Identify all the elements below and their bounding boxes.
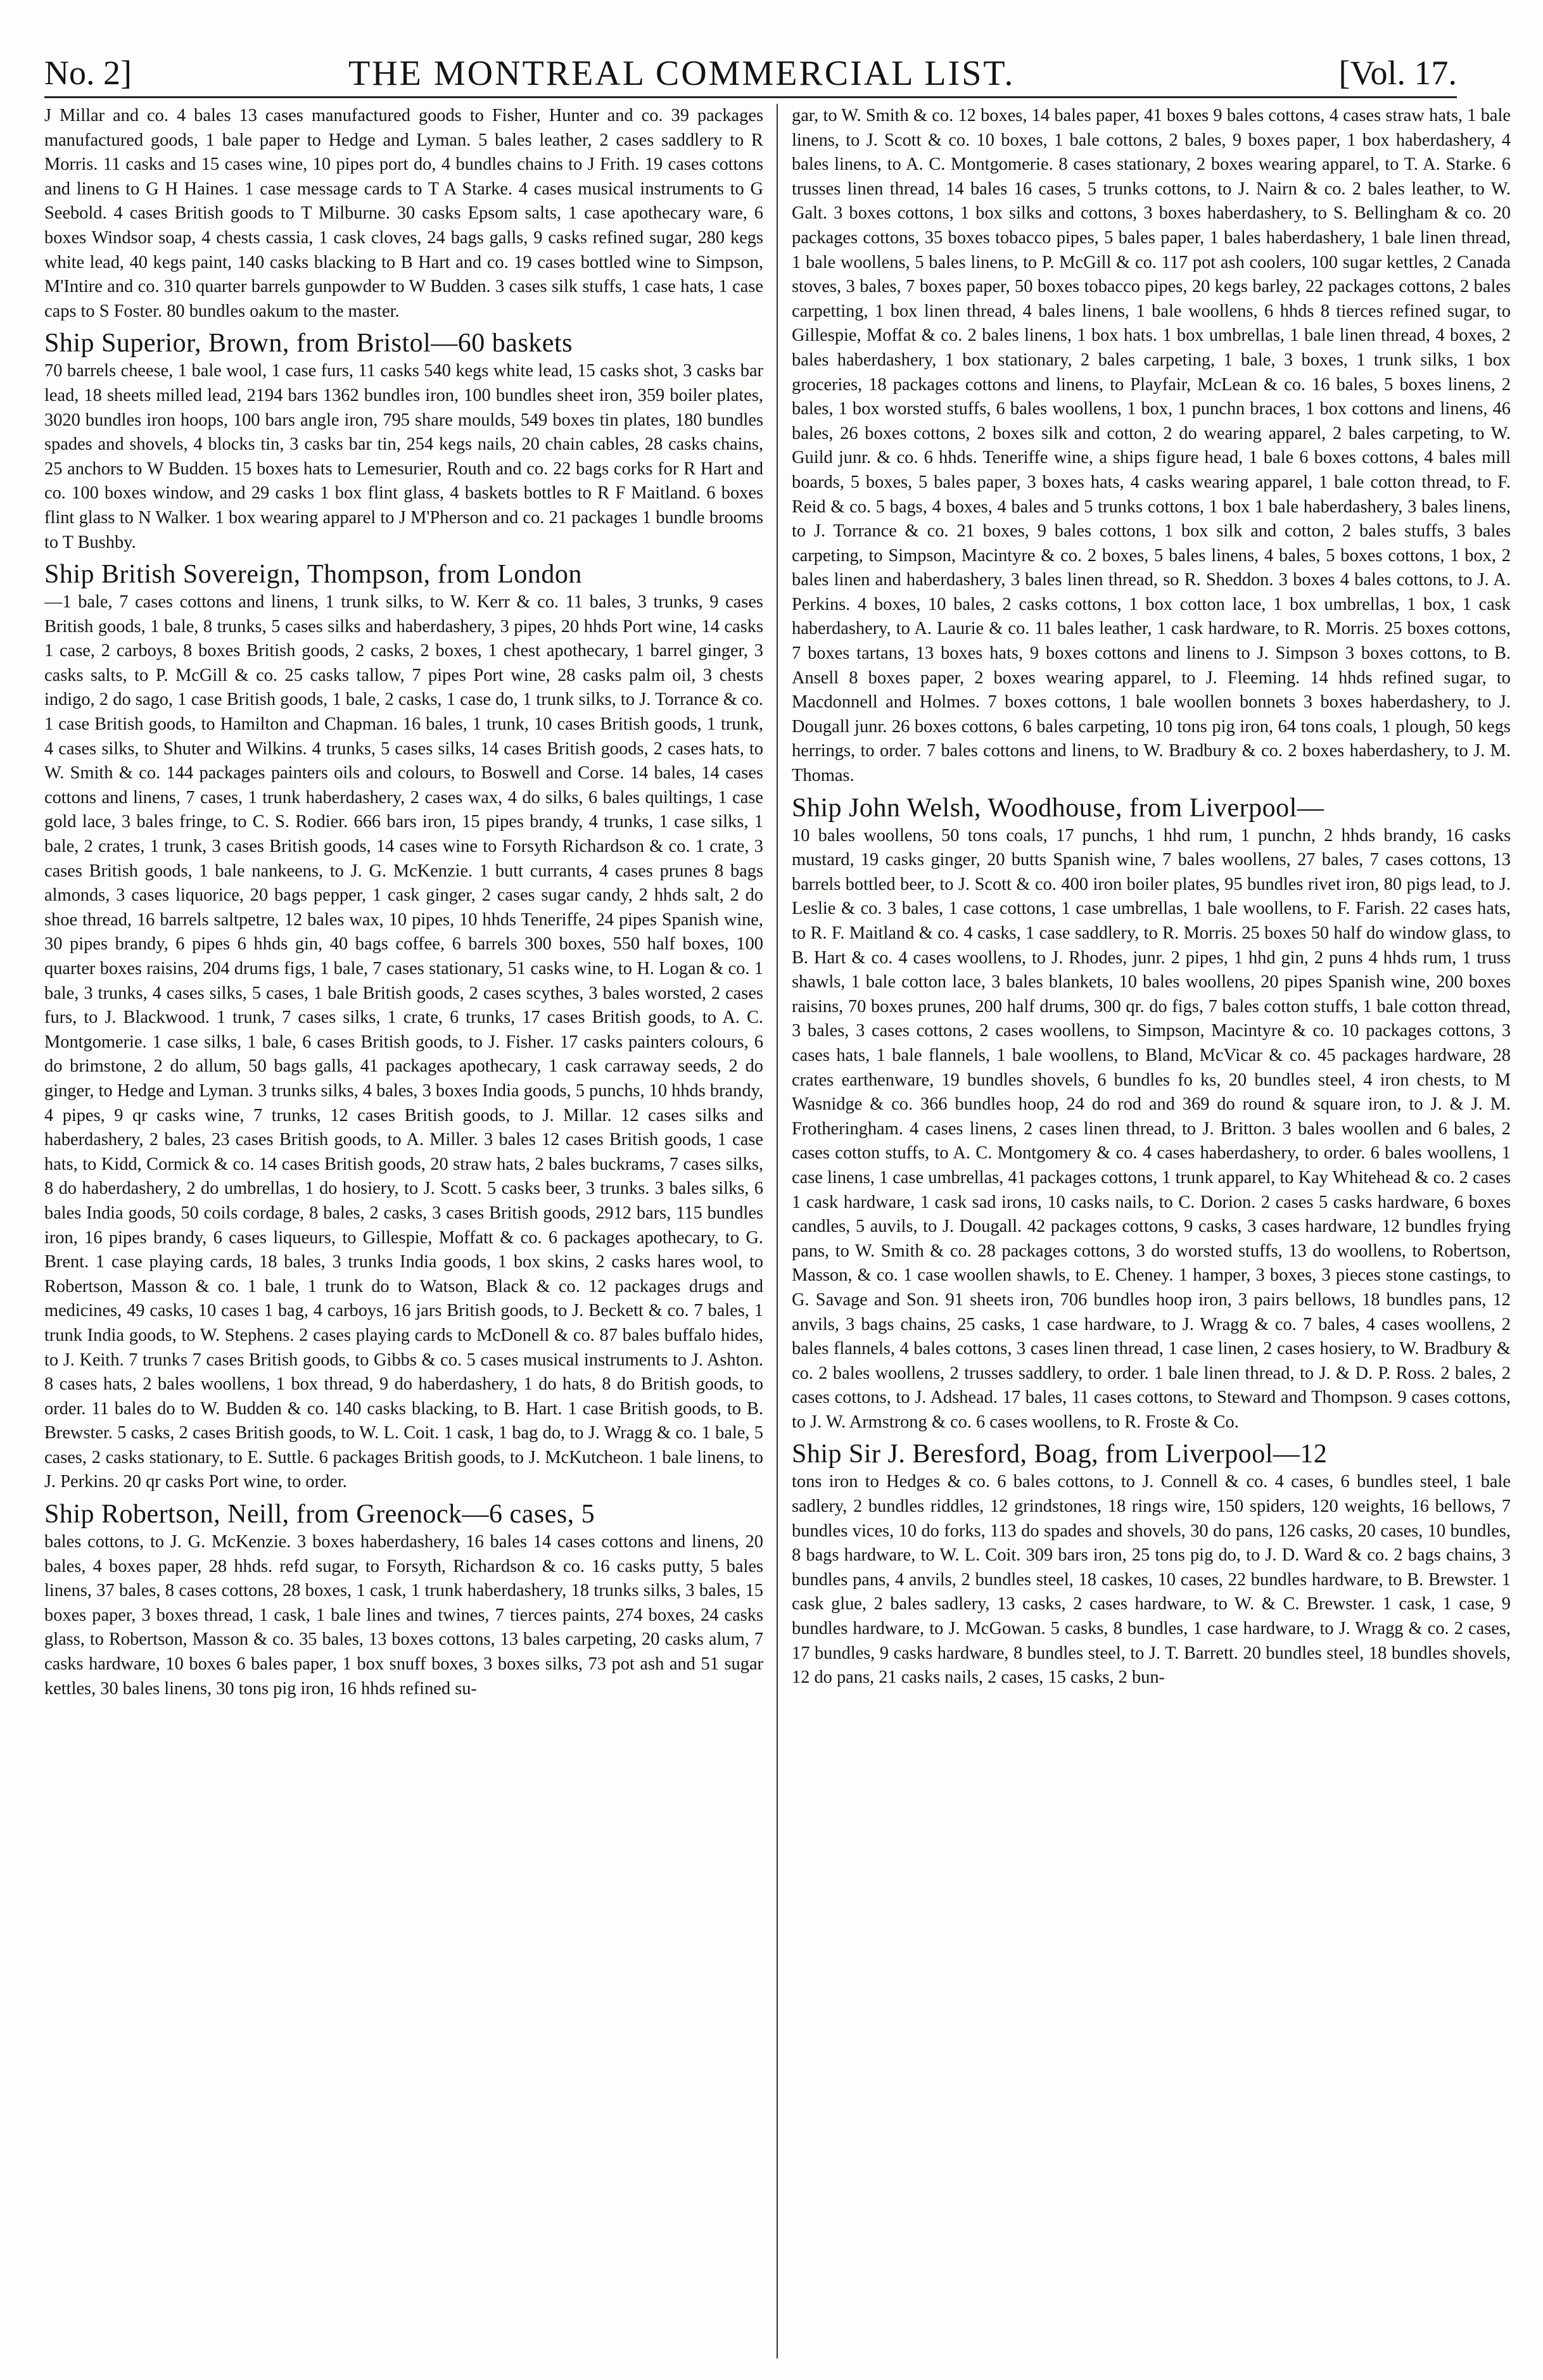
cargo-listing: 10 bales woollens, 50 tons coals, 17 punchs, 1 hhd rum, 1 punchn, 2 hhds brandy, 16 casks mustard, 19 casks ginger, 20 butts Spanish wine, 7 bales woollens, 27 bales, 7 cases cottons, 13 barrels bottled beer, to J. Scott & co. 400 iron boiler plates, 95 bundles rivet iron, 80 pigs lead, to J. Leslie & co. 3 bales, 1 case cottons, 1 case umbrellas, 1 bale woollens, to F. Farish. 22 cases hats, to R. F. Maitland & co. 4 casks, 1 case saddlery, to R. Morris. 25 boxes 50 half do window glass, to B. Hart & co. 4 cases woollens, to J. Rhodes, junr. 2 pipes, 1 hhd gin, 2 puns 4 hhds rum, 1 truss shawls, 1 bale cotton lace, 3 bales blankets, 10 bales woollens, 20 pipes Spanish wine, 200 boxes raisins, 70 boxes prunes, 200 half drums, 300 qr. do figs, 7 bales cotton stuffs, 1 bale cotton thread, 3 bales, 3 cases cottons, 2 cases woollens, to Simpson, Macintyre & co. 10 packages cottons, 3 cases hats, 1 bale flannels, 1 bale woollens, to Bland, McVicar & co. 45 packages hardware, 28 crates earthenware, 19 bundles shovels, 6 bundles fo ks, 20 bundles steel, 4 iron chests, to M Wasnidge & co. 366 bundles hoop, 24 do rod and 369 do round & square iron, to J. & J. M. Frotheringham. 4 cases linens, 2 cases linen thread, to J. Britton. 3 bales woollen and 6 bales, 2 cases cotton stuffs, to A. C. Montgomery & co. 4 cases haberdashery, to order. 6 bales woollens, 1 case linens, 1 case umbrellas, 41 packages cottons, 1 trunk apparel, to Kay Whitehead & co. 2 cases 1 cask hardware, 1 cask sad irons, 10 casks nails, to C. Dorion. 2 cases 5 casks hardware, 6 boxes candles, 5 auvils, to J. Dougall. 42 packages cottons, 9 casks, 3 cases hardware, 12 bundles frying pans, to W. Smith & co. 28 packages cottons, 3 do worsted stuffs, 13 do woollens, to Robertson, Masson, & co. 1 case woollen shawls, to E. Cheney. 1 hamper, 3 boxes, 3 pieces stone castings, to G. Savage and Son. 91 sheets iron, 706 bundles hoop iron, 3 pairs bellows, 18 bundles pans, 12 anvils, 3 bags chains, 25 casks, 1 case hardware, to J. Wragg & co. 7 bales, 4 cases woollens, 2 bales flannels, 4 bales cottons, 3 cases linen thread, 1 case linen, 2 cases hosiery, to W. Bradbury & co. 2 bales woollens, 2 trusses saddlery, to order. 1 bale linen thread, to J. & D. P. Ross. 2 bales, 2 cases cottons, to J. Adshead. 17 bales, 11 cases cottons, to Steward and Thompson. 9 cases cottons, to J. W. Armstrong & co. 6 cases woollens, to R. Froste & Co. — [792, 825, 1511, 1432]
right-column — [792, 104, 1511, 2358]
cargo-listing: J Millar and co. 4 bales 13 cases manufactured goods to Fisher, Hunter and co. 39 packages manufactured goods, 1 bale paper to Hedge and Lyman. 5 bales leather, 2 cases saddlery to R Morris. 11 casks and 15 cases wine, 10 pipes port do, 4 bundles chains to J Frith. 19 cases cottons and linens to G H Haines. 1 case message cards to T A Starke. 4 cases musical instruments to G Seebold. 4 cases British goods to T Milburne. 30 casks Epsom salts, 1 case apothecary ware, 6 boxes Windsor soap, 4 chests cassia, 1 cask cloves, 24 bags galls, 9 casks refined sugar, 280 kegs white lead, 40 kegs paint, 140 casks blacking to B Hart and co. 19 cases bottled wine to Simpson, M'Intire and co. 310 quarter barrels gunpowder to W Budden. 3 cases silk stuffs, 1 case hats, 1 case caps to S Foster. 80 bundles oakum to the master. — [44, 106, 763, 321]
cargo-listing: gar, to W. Smith & co. 12 boxes, 14 bales paper, 41 boxes 9 bales cottons, 4 cases straw hats, 1 bale linens, to J. Scott & co. 10 boxes, 1 bale cottons, 2 bales, 9 boxes paper, 1 box haberdashery, 4 bales linens, to A. C. Montgomerie. 8 cases stationary, 2 boxes wearing apparel, to T. A. Starke. 6 trusses linen thread, 14 bales 16 cases, 5 trunks cottons, to J. Nairn & co. 2 bales leather, to W. Galt. 3 boxes cottons, 1 box silks and cottons, 3 boxes haberdashery, to S. Bellingham & co. 20 packages cottons, 35 boxes tobacco pipes, 5 bales paper, 1 bales haberdashery, 1 bale linen thread, 1 bale woollens, 5 bales linens, to P. McGill & co. 117 pot ash coolers, 100 sugar kettles, 2 Canada stoves, 3 bales, 7 boxes paper, 50 boxes tobacco pipes, 20 kegs barley, 22 packages cottons, 2 bales carpetting, 1 box linen thread, 4 bales linens, 1 bale woollens, 6 hhds 8 tierces refined sugar, to Gillespie, Moffat & co. 2 bales linens, 1 box hats. 1 box umbrellas, 1 bale linen thread, 4 boxes, 2 bales haberdashery, 1 box stationary, 2 bales carpeting, 1 bale, 3 boxes, 1 trunk silks, 1 box groceries, 18 packages cottons and linens, to Playfair, McLean & co. 16 bales, 5 boxes linens, 2 bales, 1 box worsted stuffs, 6 bales woollens, 1 box, 1 punchn braces, 1 box cottons and linens, 46 bales, 26 boxes cottons, 2 boxes silk and cotton, 2 do wearing apparel, 2 bales carpeting, to W. Guild junr. & co. 6 hhds. Teneriffe wine, a ships figure head, 1 bale 6 boxes cottons, 4 bales mill boards, 5 boxes, 5 bales paper, 3 boxes hats, 4 casks wearing apparel, 1 bale cotton thread, to F. Reid & co. 5 bags, 4 boxes, 4 bales and 5 trunks cottons, 1 box 1 bale haberdashery, 3 bales linens, to J. Torrance & co. 21 boxes, 9 bales cottons, 1 box silk and cotton, 2 bales stuffs, 3 bales carpeting, to Simpson, Macintyre & co. 2 boxes, 5 bales linens, 4 bales, 5 boxes cottons, 1 box, 2 bales linen and haberdashery, 3 bales linen thread, so R. Sheddon. 3 boxes 4 bales cottons, to J. A. Perkins. 4 boxes, 10 bales, 2 casks cottons, 1 box cotton lace, 1 box umbrellas, 1 box, 1 cask haberdashery, to A. Laurie & co. 11 bales leather, 1 cask hardware, to R. Morris. 25 boxes cottons, 7 boxes tartans, 13 boxes hats, 9 boxes cottons and linens to J. Simpson 3 boxes cottons, to B. Ansell 8 boxes paper, 2 boxes wearing apparel, to J. Fleeming. 14 hhds refined sugar, to Macdonnell and Holmes. 7 boxes cottons, 1 bale woollen bonnets 3 boxes haberdashery, to J. Dougall junr. 26 boxes cottons, 6 bales carpeting, 10 tons pig iron, 64 tons coals, 1 plough, 50 kegs herrings, to order. 7 bales cottons and linens, to W. Bradbury & co. 2 boxes haberdashery, to J. M. Thomas. — [792, 106, 1511, 786]
ship-heading: Ship Sir J. Beresford, Boag, from Liverpool—12 — [792, 1440, 1328, 1469]
ship-heading: Ship John Welsh, Woodhouse, from Liverpool— — [792, 793, 1324, 823]
cargo-listing: tons iron to Hedges & co. 6 bales cottons, to J. Connell & co. 4 cases, 6 bundles steel, 1 bale sadlery, 2 bundles riddles, 12 grindstones, 18 rings wire, 150 spiders, 120 weights, 16 bellows, 7 bundles vices, 10 do forks, 113 do spades and shovels, 30 do pans, 126 casks, 20 cases, 10 bundles, 8 bags hardware, to W. L. Coit. 309 bars iron, 25 tons pig do, to J. D. Ward & co. 2 bags chains, 3 bundles pans, 4 anvils, 2 bundles steel, 18 caskes, 10 cases, 22 bundles hardware, to B. Brewster. 1 cask glue, 2 bales sadlery, 13 casks, 2 cases hardware, to W. & C. Brewster. 1 cask, 1 case, 9 bundles hardware, to J. McGowan. 5 casks, 8 bundles, 1 case hardware, to J. Wragg & co. 2 cases, 17 bundles, 9 casks hardware, 8 bundles steel, to J. T. Barrett. 20 bundles steel, 18 bundles shovels, 12 do pans, 21 casks nails, 2 cases, 15 casks, 2 bun- — [792, 1472, 1511, 1688]
cargo-listing: —1 bale, 7 cases cottons and linens, 1 trunk silks, to W. Kerr & co. 11 bales, 3 trunks, 9 cases British goods, 1 bale, 8 trunks, 5 cases silks and haberdashery, 3 pipes, 20 hhds Port wine, 14 casks 1 case, 2 carboys, 8 boxes British goods, 2 casks, 2 boxes, 1 chest apothecary, 1 barrel ginger, 3 casks salts, to P. McGill & co. 25 casks tallow, 7 pipes Port wine, 28 casks palm oil, 3 chests indigo, 2 do sago, 1 case British goods, 1 bale, 2 casks, 1 case do, 1 trunk silks, to J. Torrance & co. 1 case British goods, to Hamilton and Chapman. 16 bales, 1 trunk, 10 cases British goods, 1 trunk, 4 cases silks, to Shuter and Wilkins. 4 trunks, 5 cases silks, 14 cases British goods, 2 cases hats, to W. Smith & co. 144 packages painters oils and colours, to Boswell and Corse. 14 bales, 14 cases cottons and linens, 7 cases, 1 trunk haberdashery, 2 cases wax, 4 do silks, 6 bales quiltings, 1 case gold lace, 3 bales fringe, to C. S. Rodier. 666 bars iron, 15 pipes brandy, 4 trunks, 1 case silks, 1 bale, 2 crates, 1 trunk, 3 cases British goods, 14 cases wine to Forsyth Richardson & co. 1 crate, 3 cases British goods, 1 bale nankeens, to J. G. McKenzie. 1 butt currants, 4 cases prunes 8 bags almonds, 3 cases liquorice, 20 bags pepper, 1 cask ginger, 2 cases sugar candy, 2 hhds salt, 2 do shoe thread, 16 barrels saltpetre, 12 bales wax, 10 pipes, 10 hhds Teneriffe, 24 pipes Spanish wine, 30 pipes brandy, 6 pipes 6 hhds gin, 40 bags coffee, 6 barrels 300 boxes, 550 half boxes, 100 quarter boxes raisins, 204 drums figs, 1 bale, 7 cases stationary, 51 casks wine, to H. Logan & co. 1 bale, 3 trunks, 4 cases silks, 5 cases, 1 bale British goods, 2 cases scythes, 3 bales worsted, 2 cases furs, to J. Blackwood. 1 trunk, 7 cases silks, 1 crate, 6 trunks, 17 cases British goods, to A. C. Montgomerie. 1 case silks, 1 bale, 6 cases British goods, to J. Fisher. 17 casks painters colours, 6 do brimstone, 2 do allum, 50 bags galls, 41 packages apothecary, 1 cask carraway seeds, 2 do ginger, to Hedge and Lyman. 3 trunks silks, 4 bales, 3 boxes India goods, 5 punchs, 10 hhds brandy, 4 pipes, 9 qr casks wine, 7 trunks, 12 cases British goods, to J. Millar. 12 cases silks and haberdashery, 2 bales, 23 cases British goods, to A. Miller. 3 bales 12 cases British goods, 1 case hats, to Kidd, Cormick & co. 14 cases British goods, 20 straw hats, 2 bales buckrams, 7 cases silks, 8 do haberdashery, 2 do umbrellas, 1 do hosiery, to J. Scott. 5 casks beer, 3 trunks. 3 bales silks, 6 bales India goods, 50 coils cordage, 8 bales, 2 casks, 3 cases British goods, 2912 bars, 115 bundles iron, 16 pipes brandy, 6 cases liqueurs, to Gillespie, Moffatt & co. 6 packages apothecary, to G. Brent. 1 case playing cards, 18 bales, 3 trunks India goods, 1 box skins, 2 casks hares wool, to Robertson, Masson & co. 1 bale, 1 trunk do to Watson, Black & co. 12 packages drugs and medicines, 49 casks, 10 cases 1 bag, 4 carboys, 16 jars British goods, to J. Beckett & co. 7 bales, 1 trunk India goods, to W. Stephens. 2 cases playing cards to McDonell & co. 87 bales buffalo hides, to J. Keith. 7 trunks 7 cases British goods, to Gibbs & co. 5 cases musical instruments to J. Ashton. 8 cases hats, 2 bales woollens, 1 box thread, 9 do haberdashery, 1 do hats, 8 do British goods, to order. 11 bales do to W. Budden & co. 140 casks blacking, to B. Hart. 1 case British goods, to B. Brewster. 5 casks, 2 cases British goods, to W. L. Coit. 1 cask, 1 bag do, to J. Wragg & co. 1 bale, 5 cases, 2 casks stationary, to E. Suttle. 6 packages British goods, to J. McKutcheon. 1 bale linens, to J. Perkins. 20 qr casks Port wine, to order. — [44, 592, 763, 1492]
ship-heading: Ship British Sovereign, Thompson, from London — [44, 560, 582, 590]
ship-heading: Ship Robertson, Neill, from Greenock—6 cases, 5 — [44, 1500, 595, 1529]
cargo-listing: 70 barrels cheese, 1 bale wool, 1 case furs, 11 casks 540 kegs white lead, 15 casks shot, 3 casks bar lead, 18 sheets milled lead, 2194 bars 1362 bundles iron, 100 bundles sheet iron, 359 boiler plates, 3020 bundles iron hoops, 100 bars angle iron, 795 share moulds, 549 boxes tin plates, 180 bundles spades and shovels, 4 blocks tin, 3 casks bar tin, 254 kegs nails, 20 chain cables, 28 casks chains, 25 anchors to W Budden. 15 boxes hats to Lemesurier, Routh and co. 22 bags corks for R Hart and co. 100 boxes window, and 29 casks 1 box flint glass, 4 baskets bottles to R F Maitland. 6 boxes flint glass to N Walker. 1 box wearing apparel to J M'Pherson and co. 21 packages 1 bundle brooms to T Bushby. — [44, 361, 763, 552]
ship-heading: Ship Superior, Brown, from Bristol—60 baskets — [44, 329, 573, 358]
publication-title: THE MONTREAL COMMERCIAL LIST. — [348, 54, 1015, 93]
header-rule — [44, 96, 1457, 98]
column-divider — [777, 104, 778, 2358]
cargo-listing: bales cottons, to J. G. McKenzie. 3 boxes haberdashery, 16 bales 14 cases cottons and linens, 20 bales, 4 boxes paper, 28 hhds. refd sugar, to Forsyth, Richardson & co. 16 casks putty, 5 bales linens, 37 bales, 8 cases cottons, 28 boxes, 1 cask, 1 trunk haberdashery, 18 trunks silks, 3 bales, 15 boxes paper, 3 boxes thread, 1 cask, 1 bale lines and twines, 7 tierces paints, 274 boxes, 24 casks glass, to Robertson, Masson & co. 35 bales, 13 boxes cottons, 13 bales carpeting, 20 casks alum, 7 casks hardware, 10 boxes 6 bales paper, 1 box snuff boxes, 3 boxes silks, 73 pot ash and 51 sugar kettles, 30 bales linens, 30 tons pig iron, 16 hhds refined su- — [44, 1532, 763, 1699]
left-column — [44, 104, 763, 2358]
issue-number: No. 2] — [44, 54, 132, 92]
volume-number: [Vol. 17. — [1338, 54, 1457, 92]
page-header — [44, 44, 1457, 95]
